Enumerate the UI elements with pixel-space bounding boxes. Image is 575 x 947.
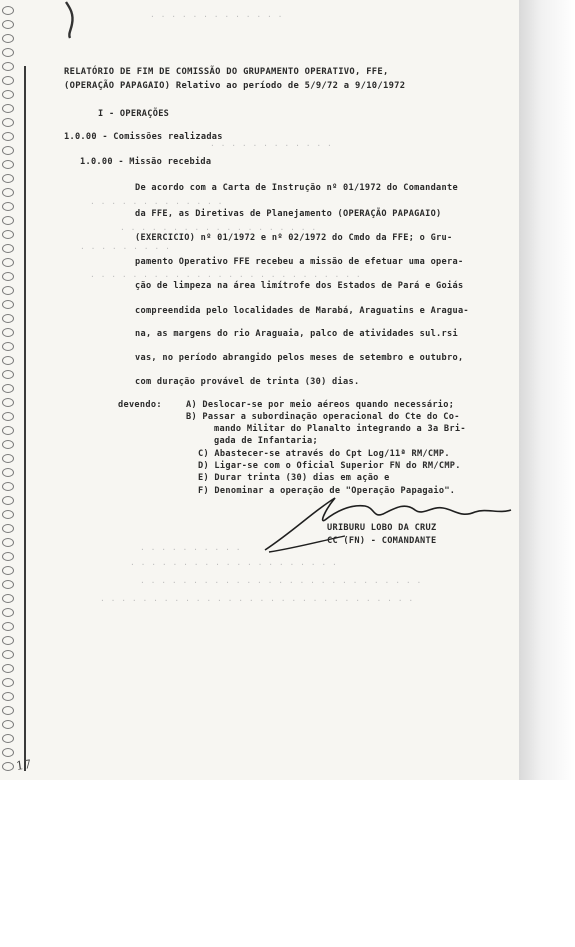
binding-ring [2,692,14,701]
scan-edge-shadow [519,0,575,780]
binding-ring [2,608,14,617]
bleed-through-text: · · · · · · · · · · [140,545,242,554]
list-item-c: C) Abastecer-se através do Cpt Log/11ª RM/CMP. [198,449,450,459]
blank-scan-area [0,780,575,947]
binding-ring [2,412,14,421]
binding-ring [2,342,14,351]
binding-ring [2,538,14,547]
binding-ring [2,230,14,239]
binding-ring [2,328,14,337]
item-missao: 1.0.00 - Missão recebida [80,157,212,167]
binding-ring [2,160,14,169]
body-line: compreendida pelo localidades de Marabá, Araguatins e Aragua- [135,306,469,316]
binding-ring [2,510,14,519]
binding-ring [2,356,14,365]
binding-ring [2,146,14,155]
list-item-a: A) Deslocar-se por meio aéreos quando necessário; [186,400,455,410]
binding-ring [2,398,14,407]
binding-ring [2,482,14,491]
list-item-e: E) Durar trinta (30) dias em ação e [198,473,390,483]
binding-ring [2,468,14,477]
binding-ring [2,314,14,323]
binding-ring [2,580,14,589]
binding-ring [2,678,14,687]
bleed-through-text: · · · · · · · · · [80,244,171,253]
report-title-line-2: (OPERAÇÃO PAPAGAIO) Relativo ao período de 5/9/72 a 9/10/1972 [64,81,406,91]
page-number: 17 [15,757,33,773]
body-line: ção de limpeza na área limítrofe dos Estados de Pará e Goiás [135,281,464,291]
body-line: vas, no período abrangido pelos meses de setembro e outubro, [135,353,464,363]
body-line: (EXERCICIO) nº 01/1972 e nº 02/1972 do Cmdo da FFE; o Gru- [135,233,453,243]
list-item-b-cont: mando Militar do Planalto integrando a 3a Bri- [214,424,466,434]
binding-ring [2,244,14,253]
list-lead: devendo: [118,400,162,410]
pen-mark-icon [58,0,82,40]
binding-ring [2,524,14,533]
bleed-through-text: · · · · · · · · · · · · · · · · · · · · · · · · · · · · · · [100,596,414,605]
binding-ring [2,90,14,99]
list-item-b-cont: gada de Infantaria; [214,436,319,446]
binding-ring [2,720,14,729]
report-title-line-1: RELATÓRIO DE FIM DE COMISSÃO DO GRUPAMENTO OPERATIVO, FFE, [64,67,389,77]
body-line: na, as margens do rio Araguaia, palco de atividades sul.rsi [135,329,458,339]
binding-ring [2,748,14,757]
bleed-through-text: · · · · · · · · · · · · · · · · · · · [120,225,317,234]
body-line: pamento Operativo FFE recebeu a missão de efetuar uma opera- [135,257,464,267]
binding-ring [2,734,14,743]
binding-ring [2,426,14,435]
list-item-f: F) Denominar a operação de "Operação Papagaio". [198,486,456,496]
binding-ring [2,272,14,281]
bleed-through-text: · · · · · · · · · · · · · [90,199,223,208]
binding-ring [2,118,14,127]
item-comissoes: 1.0.00 - Comissões realizadas [64,132,223,142]
bleed-through-text: · · · · · · · · · · · · · · · · · · · · [130,560,338,569]
binding-ring [2,650,14,659]
binding-ring [2,34,14,43]
binding-ring [2,216,14,225]
bleed-through-text: · · · · · · · · · · · · · · · · · · · · · · · · · · [90,272,362,281]
spiral-binding [2,6,16,776]
binding-ring [2,622,14,631]
bleed-through-text: · · · · · · · · · · · · [210,141,333,150]
binding-ring [2,664,14,673]
signature-name: URIBURU LOBO DA CRUZ [327,523,437,533]
binding-ring [2,454,14,463]
binding-ring [2,384,14,393]
binding-ring [2,76,14,85]
bleed-through-text: · · · · · · · · · · · · · · · · · · · · · · · · · · · [140,578,422,587]
binding-ring [2,6,14,15]
binding-ring [2,440,14,449]
binding-ring [2,286,14,295]
binding-ring [2,104,14,113]
bleed-through-text: · · · · · · · · · · · · · [150,12,283,21]
binding-ring [2,132,14,141]
body-line: da FFE, as Diretivas de Planejamento (OPERAÇÃO PAPAGAIO) [135,209,442,219]
binding-ring [2,594,14,603]
binding-ring [2,300,14,309]
margin-rule [24,66,26,771]
binding-ring [2,20,14,29]
binding-ring [2,706,14,715]
binding-ring [2,370,14,379]
binding-ring [2,62,14,71]
binding-ring [2,188,14,197]
binding-ring [2,552,14,561]
binding-ring [2,636,14,645]
body-line: com duração provável de trinta (30) dias. [135,377,360,387]
body-line: De acordo com a Carta de Instrução nº 01/1972 do Comandante [135,183,458,193]
signature-rank: CC (FN) - COMANDANTE [327,536,437,546]
binding-ring [2,174,14,183]
binding-ring [2,48,14,57]
binding-ring [2,258,14,267]
binding-ring [2,496,14,505]
binding-ring [2,202,14,211]
list-item-d: D) Ligar-se com o Oficial Superior FN do RM/CMP. [198,461,461,471]
section-heading: I - OPERAÇÕES [98,109,170,119]
binding-ring [2,762,14,771]
binding-ring [2,566,14,575]
list-item-b: B) Passar a subordinação operacional do Cte do Co- [186,412,460,422]
